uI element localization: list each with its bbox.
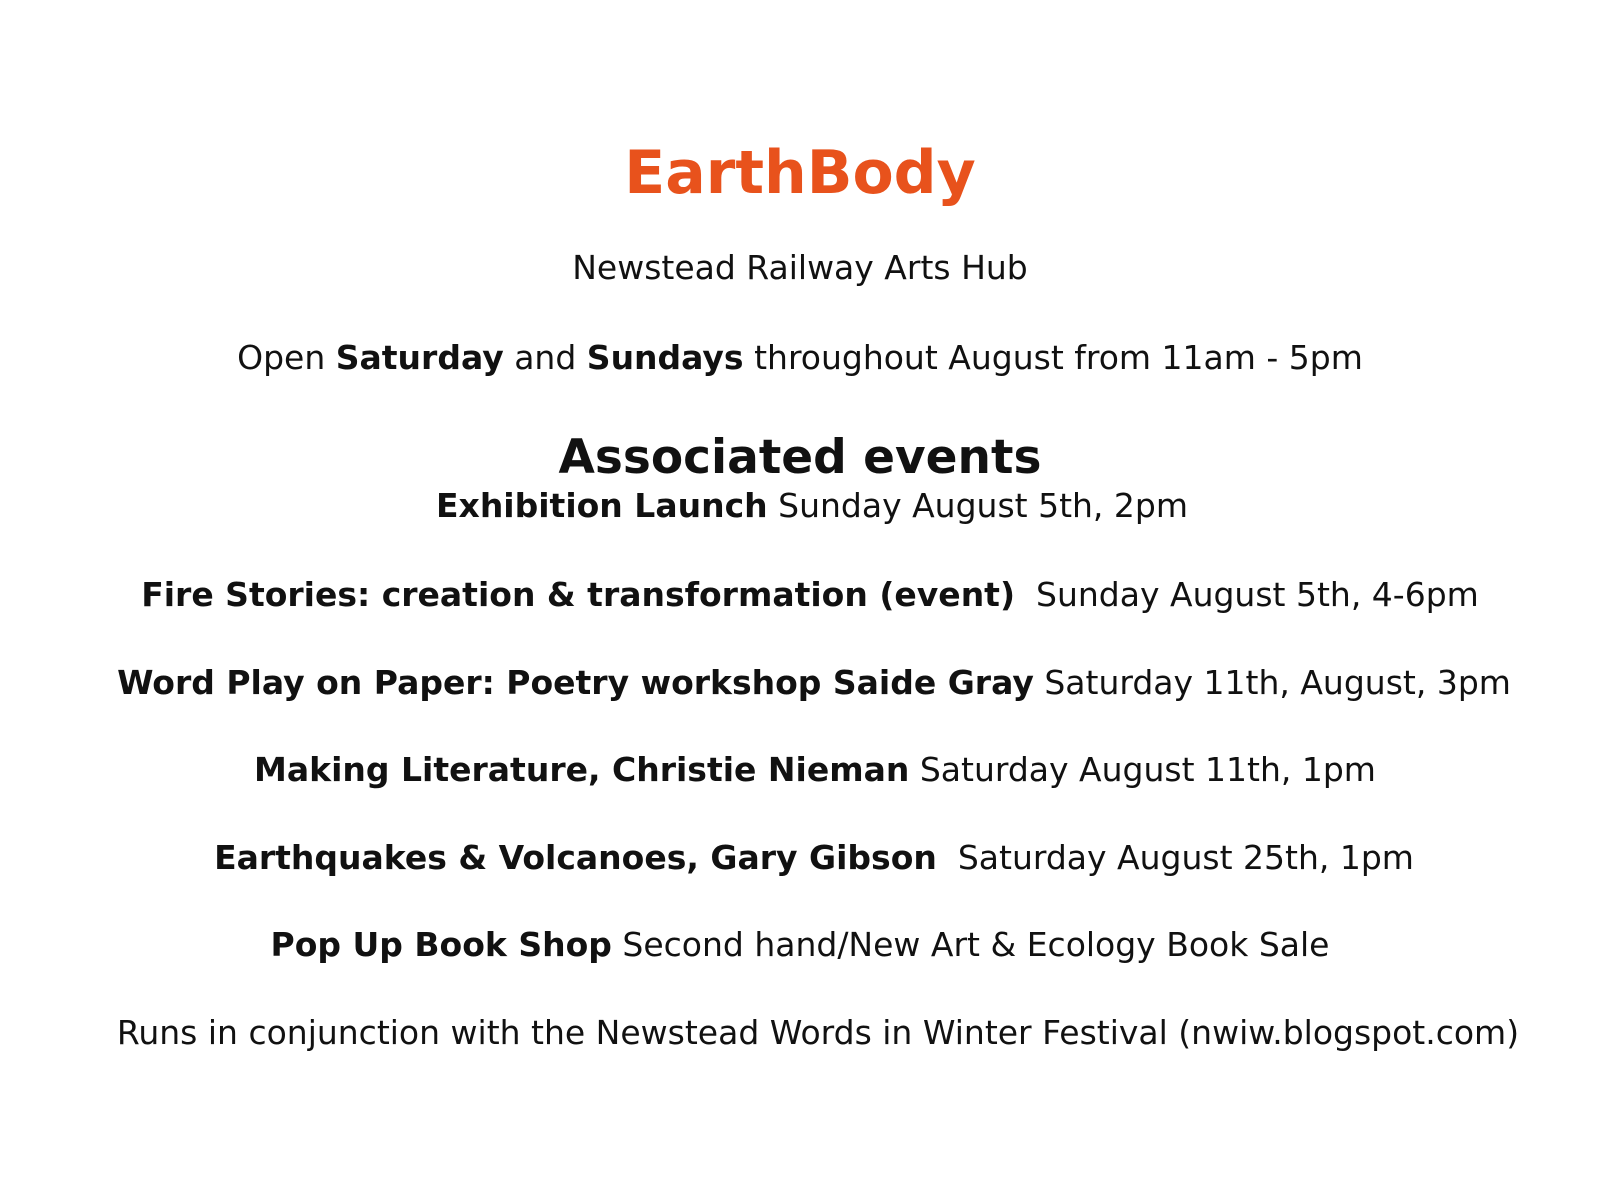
event-item-fire-stories — [10, 577, 1600, 613]
event-name: Exhibition Launch — [435, 486, 768, 525]
hours-day-saturday: Saturday — [335, 338, 504, 377]
event-detail: Sunday August 5th, 2pm — [767, 486, 1188, 525]
hours-middle: and — [503, 338, 587, 377]
event-name: Fire Stories: creation & transformation (event) — [141, 575, 1016, 614]
event-detail: Saturday August 25th, 1pm — [936, 838, 1414, 877]
venue-name: Newstead Railway Arts Hub — [572, 248, 1028, 287]
events-heading: Associated events — [558, 430, 1042, 485]
hours-suffix: throughout August from 11am - 5pm — [743, 338, 1363, 377]
event-name: Earthquakes & Volcanoes, Gary Gibson — [214, 838, 937, 877]
hours-day-sundays: Sundays — [586, 338, 744, 377]
opening-hours — [0, 340, 1600, 376]
event-detail: Saturday August 11th, 1pm — [909, 750, 1376, 789]
event-name: Word Play on Paper: Poetry workshop Saide Gray — [117, 663, 1034, 702]
event-name: Making Literature, Christie Nieman — [254, 750, 910, 789]
event-item-pop-up-book-shop — [0, 927, 1600, 963]
event-item-making-literature — [15, 752, 1600, 788]
festival-note: Runs in conjunction with the Newstead Words in Winter Festival (nwiw.blogspot.com) — [116, 1013, 1520, 1052]
event-name: Pop Up Book Shop — [270, 925, 612, 964]
event-item-earthquakes-volcanoes — [14, 840, 1600, 876]
hours-prefix: Open — [237, 338, 336, 377]
event-detail: Saturday 11th, August, 3pm — [1033, 663, 1511, 702]
page-title: EarthBody — [624, 138, 976, 208]
event-item-exhibition-launch — [12, 488, 1600, 524]
event-item-word-play — [14, 665, 1600, 701]
event-detail: Second hand/New Art & Ecology Book Sale — [611, 925, 1330, 964]
event-detail: Sunday August 5th, 4-6pm — [1015, 575, 1479, 614]
